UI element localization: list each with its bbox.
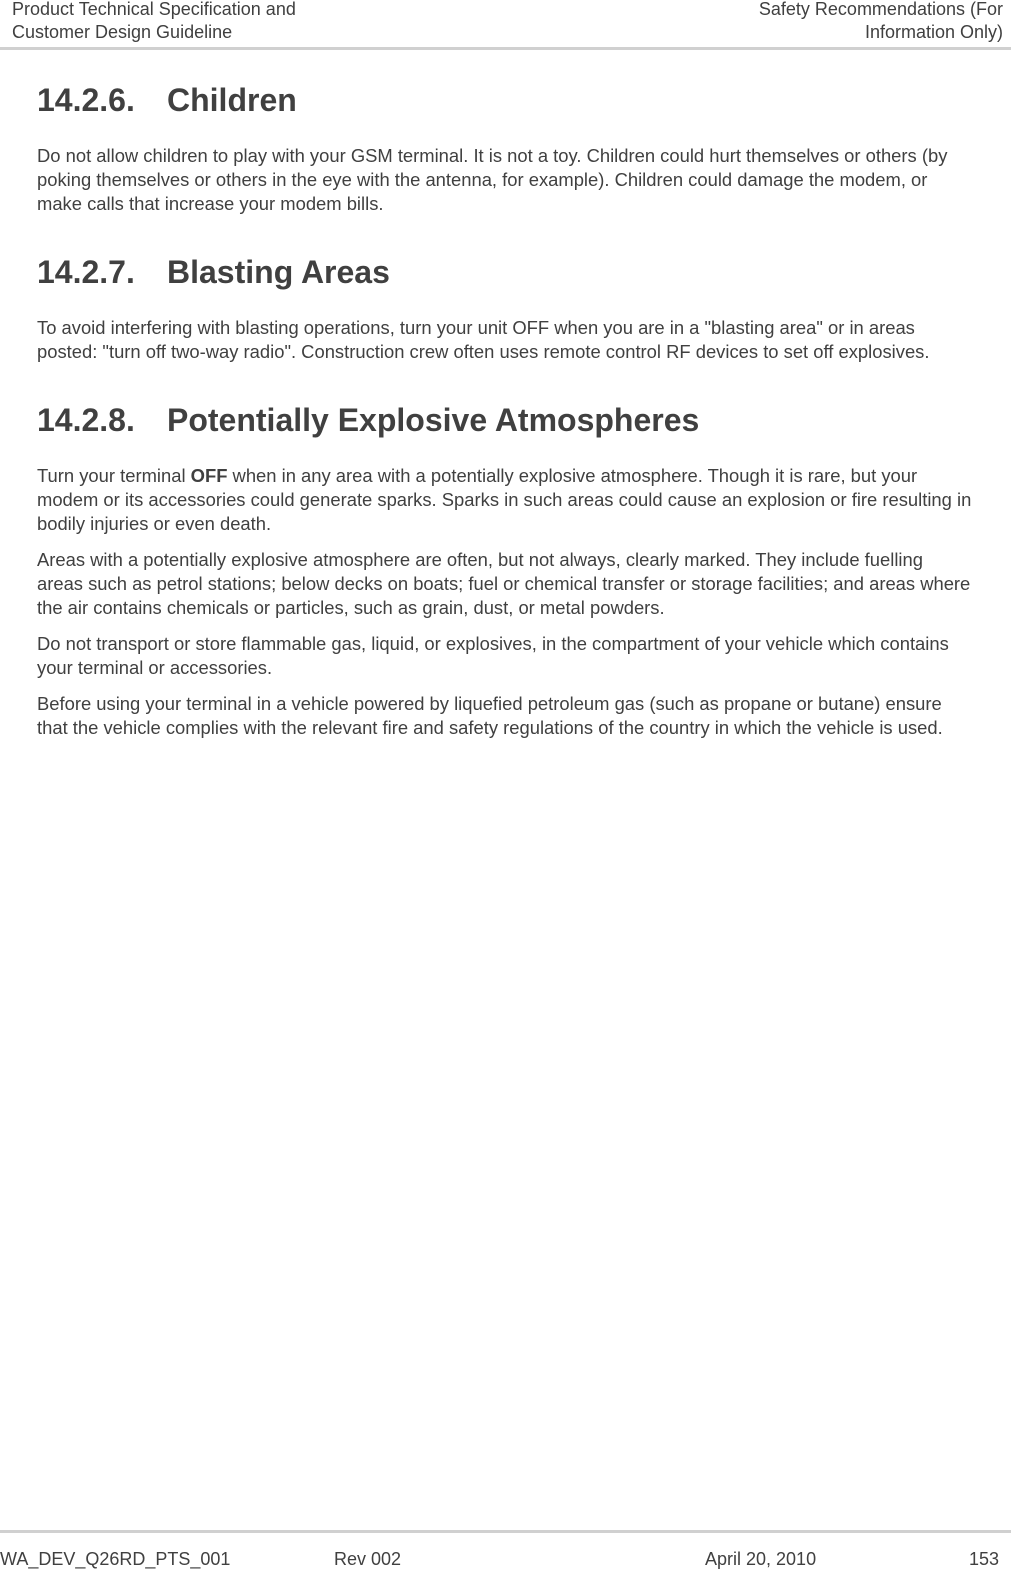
header-left-line2: Customer Design Guideline: [12, 22, 233, 42]
footer-page-number: 153: [968, 1549, 999, 1569]
section-number: 14.2.7.: [37, 254, 135, 290]
paragraph: Areas with a potentially explosive atmosphere are often, but not always, clearly marked. They include fuelling areas such as petrol stations; below decks on boats; fuel or chemical transfer or storage facilities; and areas where the air contains chemicals or particles, such as grain, dust, or metal powders.: [37, 549, 971, 618]
section-heading: [37, 78, 972, 122]
section-heading: [37, 250, 972, 294]
section-blasting-areas: [37, 250, 972, 364]
section-explosive-atmospheres: [37, 398, 972, 740]
header-chapter-title: [759, 0, 1003, 44]
header-right-line2: Information Only): [864, 22, 1003, 42]
paragraph: Before using your terminal in a vehicle powered by liquefied petroleum gas (such as propane or butane) ensure that the vehicle complies with the relevant fire and safety regulations of the country in which the vehicle is used.: [37, 693, 943, 738]
section-number: 14.2.6.: [37, 82, 135, 118]
paragraph: [37, 464, 972, 536]
page-footer: [0, 1530, 1011, 1583]
page-content: [37, 78, 972, 774]
footer-document-id: WA_DEV_Q26RD_PTS_001: [0, 1549, 231, 1569]
header-right-line1: Safety Recommendations (For: [758, 0, 1003, 19]
bold-text: OFF: [190, 465, 228, 486]
paragraph-text: Turn your terminal: [37, 465, 191, 486]
paragraph: Do not allow children to play with your GSM terminal. It is not a toy. Children could hurt themselves or others (by poking themselves or others in the eye with the antenna, for example). Children could damage the modem, or make calls that increase your modem bills.: [37, 145, 948, 214]
paragraph-text: when in any area with a potentially explosive atmosphere. Though it is rare, but your modem or its accessories could generate sparks. Sparks in such areas could cause an explosion or fire resulting in bodily injuries or even death.: [37, 465, 972, 534]
footer-date: April 20, 2010: [705, 1549, 817, 1569]
section-children: [37, 78, 972, 216]
header-document-title: [12, 0, 296, 44]
footer-revision: Rev 002: [334, 1549, 402, 1569]
paragraph: To avoid interfering with blasting operations, turn your unit OFF when you are in a "blasting area" or in areas posted: "turn off two-way radio". Construction crew often uses remote control RF devices to set off explosives.: [37, 317, 930, 362]
paragraph: Do not transport or store flammable gas, liquid, or explosives, in the compartment of your vehicle which contains your terminal or accessories.: [37, 633, 949, 678]
section-title: Children: [167, 82, 297, 118]
section-number: 14.2.8.: [37, 402, 135, 438]
section-heading: [37, 398, 972, 442]
section-title: Blasting Areas: [167, 254, 390, 290]
header-left-line1: Product Technical Specification and: [12, 0, 296, 19]
page-header: [0, 0, 1011, 50]
section-title: Potentially Explosive Atmospheres: [167, 402, 700, 438]
